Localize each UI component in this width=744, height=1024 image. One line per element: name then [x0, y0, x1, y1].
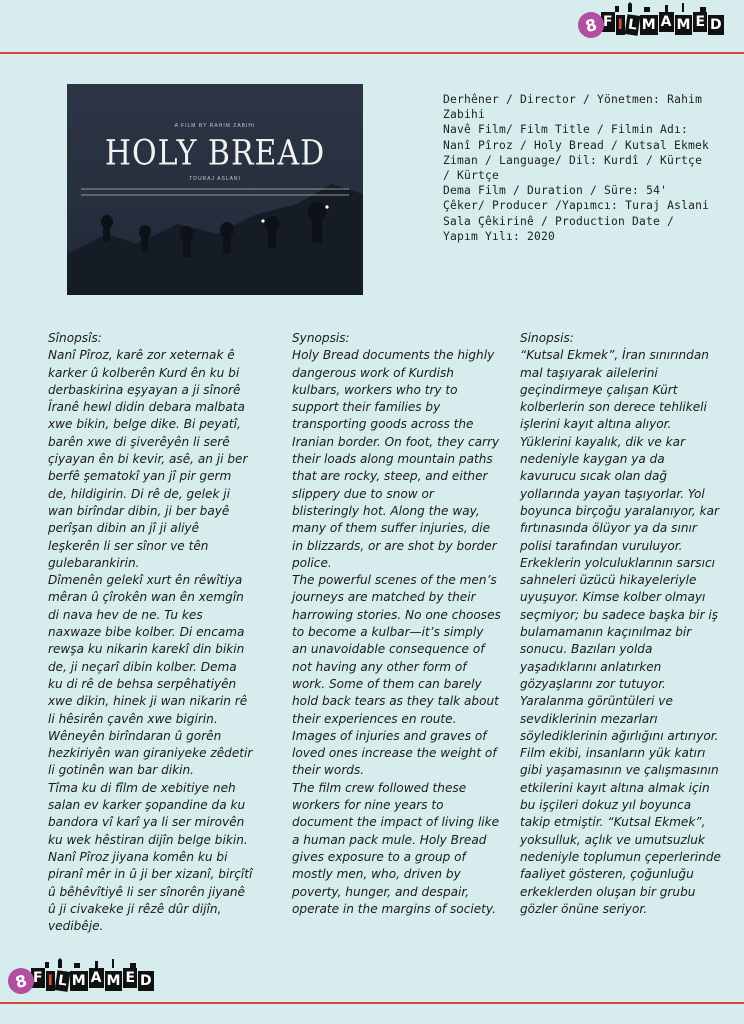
synopsis-english [292, 330, 502, 918]
director-label: Derhêner / Director / Yönetmen: [443, 93, 661, 106]
synopsis-paragraph: Tîma ku di fîlm de xebitiye neh salan ev karker şopandine da ku bandora vî karî ya li ser mirovên ku wek hêstiran dijîn belge bikin. Nanî Pîroz jiyana komên ku bi piranî mêr in û ji ber xizanî, birçîtî û bêhêvîtiyê li ser sînorên jiyanê û ji civakeke ji rêzê dûr dijîn, vedibêje. [48, 780, 253, 934]
logo-letter: I [47, 973, 53, 989]
language-value: Kurdî / Kürtçe / Kürtçe [443, 153, 710, 183]
logo-wordmark [30, 971, 154, 991]
logo-letter: M [641, 17, 656, 33]
duration-label: Dema Film / Duration / Süre: [443, 184, 640, 198]
director-value: Rahim Zabihi [443, 93, 710, 122]
director-line [443, 92, 713, 122]
synopsis-paragraph: The film crew followed these workers for nine years to document the impact of living like a human pack mule. Holy Bread gives exposure to a group of mostly men, who, driven by poverty, hunger, and despair, operate in the margins of society. [292, 780, 500, 916]
logo-badge: 8 [575, 9, 607, 41]
skyline-icon [40, 958, 150, 968]
title-label: Navê Film/ Film Title / Filmin Adı: [443, 123, 689, 137]
synopsis-kurdish [48, 330, 254, 935]
logo-letter: E [125, 970, 136, 986]
logo-letter: D [140, 973, 152, 989]
bottom-divider [0, 1002, 744, 1004]
synopsis-heading: Synopsis: [292, 331, 350, 345]
synopsis-paragraph: The powerful scenes of the men’s journeys are matched by their harrowing stories. No one chooses to become a kulbar—it’s simply an unavoidable consequence of not having any other form of work. Some of them can barely hold back tears as they talk about their experiences en route. Images of injuries and graves of loved ones increase the weight of their words. [292, 573, 501, 778]
title-value: Nanî Pîroz / Holy Bread / Kutsal Ekmek [443, 138, 710, 152]
poster-credit: A FILM BY RAHIM ZABIHI [174, 123, 256, 129]
logo-letter: M [106, 973, 121, 989]
logo-letter: L [54, 970, 70, 992]
film-metadata [443, 92, 713, 244]
logo-letter: F [603, 14, 613, 30]
filmamed-logo-top [578, 12, 724, 38]
language-line [443, 153, 713, 183]
logo-letter: A [90, 970, 102, 986]
skyline-icon [610, 2, 720, 12]
poster-title: HOLY BREAD [104, 133, 326, 174]
synopsis-heading: Sînopsîs: [48, 331, 102, 345]
logo-letter: E [695, 14, 706, 30]
synopsis-turkish [520, 330, 724, 918]
top-divider [0, 52, 744, 54]
logo-letter: L [624, 14, 640, 36]
synopsis-paragraph: Erkeklerin yolculuklarının sarsıcı sahneleri üzücü hikayeleriyle uyuşuyor. Kimse kolber olmayı seçmiyor; bu sadece başka bir iş bulamamanın kaçınılmaz bir sonucu. Bazıları yolda yaşadıklarını anlatırken gözyaşlarını zor tutuyor. Yaralanma görüntüleri ve sevdiklerinin mezarları söylediklerinin ağırlığını artırıyor. [520, 555, 719, 743]
duration-value: 54' [646, 184, 668, 198]
logo-badge: 8 [5, 965, 37, 997]
synopsis-paragraph: Holy Bread documents the highly dangerous work of Kurdish kulbars, workers who try to support their families by transporting goods across the Iranian border. On foot, they carry their loads along mountain paths that are rocky, steep, and either slippery due to snow or blisteringly hot. Along the way, many of them suffer injuries, die in blizzards, or are shot by border police. [292, 348, 500, 570]
logo-letter: A [660, 14, 672, 30]
poster-credit-line [81, 194, 349, 196]
synopsis-paragraph: “Kutsal Ekmek”, İran sınırından mal taşıyarak ailelerini geçindirmeye çalışan Kürt kolberlerin son derece tehlikeli işlerini kayıt altına alıyor. Yüklerini kayalık, dik ve kar nedeniyle kaygan ya da kavurucu sıcak olan dağ yollarında yayan taşıyorlar. Yol boyunca birçoğu yaralanıyor, kar fırtınasında ölüyor ya da sınır polisi tarafından vuruluyor. [520, 348, 719, 553]
logo-letter: M [676, 17, 691, 33]
synopsis-paragraph: Dîmenên gelekî xurt ên rêwîtiya mêran û çîrokên wan ên xemgîn di nava hev de ne. Tu kes naxwaze bibe kolber. Di encama rewşa ku nikarin karekî din bikin de, ji neçarî dibin kolber. Dema ku di rê de behsa serpêhatiyên xwe dikin, hinek ji wan nikarin rê li hêsirên çavên xwe bigirin. Wêneyên birîndaran û gorên hezkiriyên wan giraniyeke zêdetir li gotinên wan bar dikin. [48, 573, 253, 778]
language-label: Ziman / Language/ Dil: [443, 153, 598, 167]
synopsis-paragraph: Nanî Pîroz, karê zor xeternak ê karker û kolberên Kurd ên ku bi derbaskirina eşyayan a ji sînorê Îranê hewl didin debara malbata xwe bikin, belge dike. Bi peyatî, barên xwe di şiverêyên li serê çiyayan ên bi kevir, asê, an ji ber berfê şematokî yan jî pir germ de, hildigirin. Di rê de, gelek ji wan birîndar dibin, ji ber bayê perîşan dibin an jî ji aliyê leşkerên li ser sînor ve tên gulebarankirin. [48, 348, 248, 570]
title-line [443, 122, 713, 152]
duration-line [443, 183, 713, 198]
filmamed-logo-bottom [8, 968, 154, 994]
production-date-value: 2020 [527, 229, 556, 243]
logo-letter: I [617, 17, 623, 33]
producer-line [443, 198, 713, 213]
film-poster [67, 84, 363, 295]
logo-wordmark [600, 15, 724, 35]
production-date-line [443, 214, 713, 244]
logo-letter: D [710, 17, 722, 33]
logo-letter: M [71, 973, 86, 989]
poster-subtitle: TOURAJ ASLANI [189, 176, 241, 182]
logo-letter: F [33, 970, 43, 986]
poster-credit-line [81, 188, 349, 190]
producer-label: Çêker/ Producer /Yapımcı: [443, 199, 619, 213]
synopsis-paragraph: Film ekibi, insanların yük katırı gibi yaşamasının ve çalışmasının etkilerini kayıt altına almak için bu işçileri dokuz yıl boyunca takip etmiştir. “Kutsal Ekmek”, yoksulluk, açlık ve umutsuzluk nedeniyle toplumun çeperlerinde faaliyet gösteren, çoğunluğu erkeklerden oluşan bir grubu gözler önüne seriyor. [520, 746, 721, 916]
production-date-label: Sala Çêkirinê / Production Date / Yapım Yılı: [443, 214, 682, 243]
synopsis-heading: Sinopsis: [520, 331, 574, 345]
producer-value: Turaj Aslani [625, 199, 710, 213]
